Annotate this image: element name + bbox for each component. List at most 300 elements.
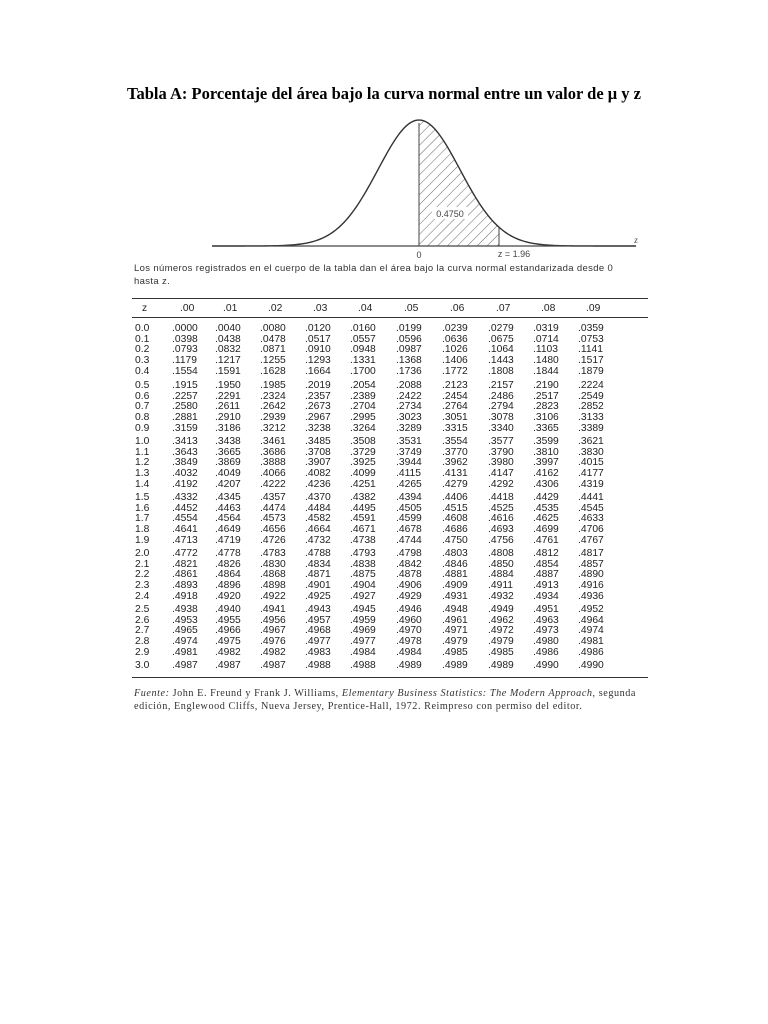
table-cell: .4982 bbox=[215, 646, 241, 658]
table-cell: .0438 bbox=[215, 333, 241, 345]
header-col: .07 bbox=[496, 303, 511, 314]
table-cell: .3849 bbox=[172, 457, 198, 469]
table-cell: .4732 bbox=[305, 534, 331, 546]
table-cell: .4750 bbox=[442, 534, 468, 546]
table-cell: .4974 bbox=[578, 625, 604, 637]
table-cell: .2486 bbox=[488, 390, 514, 402]
table-cell: .4192 bbox=[172, 478, 198, 490]
source-book: Elementary Business Statistics: The Modern Approach bbox=[341, 688, 593, 699]
table-cell: .4463 bbox=[215, 502, 241, 514]
table-cell: .4932 bbox=[488, 590, 514, 602]
table-cell: .4582 bbox=[305, 513, 331, 525]
table-cell: .4099 bbox=[350, 468, 376, 480]
table-cell: .4564 bbox=[215, 513, 241, 525]
header-z: z bbox=[142, 303, 148, 314]
table-cell: .4989 bbox=[396, 660, 422, 671]
table-cell: .4967 bbox=[260, 625, 286, 637]
table-cell: .1985 bbox=[260, 380, 286, 391]
table-cell: .0040 bbox=[215, 323, 241, 334]
table-cell: .1700 bbox=[350, 365, 376, 377]
table-cell: .1026 bbox=[442, 344, 468, 356]
table-cell: .4857 bbox=[578, 558, 604, 570]
row-z-value: 2.5 bbox=[135, 604, 150, 615]
table-cell: .3665 bbox=[215, 446, 241, 458]
table-header-rule bbox=[132, 317, 648, 318]
table-cell: .4554 bbox=[172, 513, 198, 525]
table-cell: .4484 bbox=[305, 502, 331, 514]
table-cell: .4292 bbox=[488, 478, 514, 490]
table-cell: .4756 bbox=[488, 534, 514, 546]
table-cell: .4911 bbox=[488, 580, 514, 592]
table-cell: .4934 bbox=[533, 590, 559, 602]
table-cell: .4966 bbox=[215, 625, 241, 637]
header-col: .01 bbox=[223, 303, 238, 314]
table-cell: .0478 bbox=[260, 333, 286, 345]
table-cell: .2939 bbox=[260, 412, 286, 424]
table-cell: .3770 bbox=[442, 446, 468, 458]
table-cell: .4953 bbox=[172, 614, 198, 626]
table-cell: .4975 bbox=[215, 636, 241, 648]
table-cell: .4893 bbox=[172, 580, 198, 592]
table-cell: .0000 bbox=[172, 323, 198, 334]
table-cell: .4738 bbox=[350, 534, 376, 546]
table-cell: .4394 bbox=[396, 492, 422, 503]
table-cell: .4957 bbox=[305, 614, 331, 626]
table-cell: .4686 bbox=[442, 524, 468, 536]
table-cell: .4798 bbox=[396, 548, 422, 559]
table-cell: .4925 bbox=[305, 590, 331, 602]
table-cell: .4761 bbox=[533, 534, 559, 546]
table-cell: .3531 bbox=[396, 436, 422, 447]
table-cell: .1217 bbox=[215, 355, 241, 367]
table-cell: .3749 bbox=[396, 446, 422, 458]
table-cell: .4973 bbox=[533, 625, 559, 637]
row-z-value: 1.7 bbox=[135, 513, 150, 525]
table-cell: .3599 bbox=[533, 436, 559, 447]
table-cell: .4927 bbox=[350, 590, 376, 602]
table-cell: .3708 bbox=[305, 446, 331, 458]
table-cell: .1406 bbox=[442, 355, 468, 367]
table-cell: .1879 bbox=[578, 365, 604, 377]
table-cell: .4962 bbox=[488, 614, 514, 626]
table-cell: .0793 bbox=[172, 344, 198, 356]
table-cell: .4979 bbox=[442, 636, 468, 648]
table-cell: .4922 bbox=[260, 590, 286, 602]
row-z-value: 0.9 bbox=[135, 422, 150, 434]
table-cell: .0199 bbox=[396, 323, 422, 334]
table-cell: .4875 bbox=[350, 569, 376, 581]
page-title: Tabla A: Porcentaje del área bajo la curva normal entre un valor de μ y z bbox=[127, 84, 641, 103]
table-cell: .4664 bbox=[305, 524, 331, 536]
table-cell: .3461 bbox=[260, 436, 286, 447]
table-cell: .1844 bbox=[533, 365, 559, 377]
table-cell: .4808 bbox=[488, 548, 514, 559]
table-cell: .3997 bbox=[533, 457, 559, 469]
table-cell: .4976 bbox=[260, 636, 286, 648]
table-cell: .4162 bbox=[533, 468, 559, 480]
table-cell: .2357 bbox=[305, 390, 331, 402]
table-cell: .4726 bbox=[260, 534, 286, 546]
table-cell: .4713 bbox=[172, 534, 198, 546]
axis-label: z bbox=[634, 235, 638, 245]
table-cell: .4861 bbox=[172, 569, 198, 581]
table-cell: .4803 bbox=[442, 548, 468, 559]
table-cell: .3944 bbox=[396, 457, 422, 469]
table-cell: .2995 bbox=[350, 412, 376, 424]
table-cell: .1103 bbox=[533, 344, 559, 356]
table-cell: .4918 bbox=[172, 590, 198, 602]
table-cell: .4971 bbox=[442, 625, 468, 637]
table-cell: .4834 bbox=[305, 558, 331, 570]
table-cell: .1628 bbox=[260, 365, 286, 377]
table-cell: .1368 bbox=[396, 355, 422, 367]
table-cell: .4963 bbox=[533, 614, 559, 626]
table-cell: .4370 bbox=[305, 492, 331, 503]
table-cell: .4066 bbox=[260, 468, 286, 480]
table-cell: .4306 bbox=[533, 478, 559, 490]
table-cell: .2019 bbox=[305, 380, 331, 391]
table-cell: .4573 bbox=[260, 513, 286, 525]
table-cell: .4946 bbox=[396, 604, 422, 615]
row-z-value: 2.1 bbox=[135, 558, 150, 570]
table-cell: .2704 bbox=[350, 401, 376, 413]
table-top-rule bbox=[132, 298, 648, 299]
table-cell: .3365 bbox=[533, 422, 559, 434]
table-cell: .4535 bbox=[533, 502, 559, 514]
table-cell: .0596 bbox=[396, 333, 422, 345]
table-cell: .4909 bbox=[442, 580, 468, 592]
table-cell: .3438 bbox=[215, 436, 241, 447]
table-cell: .0080 bbox=[260, 323, 286, 334]
table-cell: .3186 bbox=[215, 422, 241, 434]
table-cell: .4147 bbox=[488, 468, 514, 480]
source-authors: John E. Freund y Frank J. Williams, bbox=[169, 688, 342, 699]
table-cell: .1443 bbox=[488, 355, 514, 367]
table-cell: .4357 bbox=[260, 492, 286, 503]
table-cell: .4515 bbox=[442, 502, 468, 514]
table-cell: .4980 bbox=[533, 636, 559, 648]
header-col: .09 bbox=[586, 303, 601, 314]
table-cell: .4959 bbox=[350, 614, 376, 626]
table-cell: .4981 bbox=[578, 636, 604, 648]
table-cell: .3023 bbox=[396, 412, 422, 424]
table-cell: .1179 bbox=[172, 355, 198, 367]
table-cell: .4881 bbox=[442, 569, 468, 581]
table-cell: .4788 bbox=[305, 548, 331, 559]
source-prefix: Fuente: bbox=[134, 688, 170, 699]
table-cell: .3413 bbox=[172, 436, 198, 447]
table-cell: .1064 bbox=[488, 344, 514, 356]
table-cell: .4904 bbox=[350, 580, 376, 592]
table-cell: .1293 bbox=[305, 355, 331, 367]
table-cell: .2881 bbox=[172, 412, 198, 424]
table-cell: .4772 bbox=[172, 548, 198, 559]
table-cell: .0636 bbox=[442, 333, 468, 345]
table-cell: .3106 bbox=[533, 412, 559, 424]
table-cell: .4115 bbox=[396, 468, 422, 480]
row-z-value: 1.2 bbox=[135, 457, 150, 469]
table-cell: .4941 bbox=[260, 604, 286, 615]
table-cell: .4699 bbox=[533, 524, 559, 536]
table-cell: .4987 bbox=[260, 660, 286, 671]
table-cell: .4767 bbox=[578, 534, 604, 546]
table-cell: .4969 bbox=[350, 625, 376, 637]
table-cell: .4940 bbox=[215, 604, 241, 615]
table-cell: .4864 bbox=[215, 569, 241, 581]
table-cell: .2324 bbox=[260, 390, 286, 402]
table-cell: .4850 bbox=[488, 558, 514, 570]
table-cell: .4974 bbox=[172, 636, 198, 648]
row-z-value: 1.4 bbox=[135, 478, 150, 490]
row-z-value: 0.8 bbox=[135, 412, 150, 424]
table-cell: .1664 bbox=[305, 365, 331, 377]
table-cell: .4943 bbox=[305, 604, 331, 615]
table-cell: .4830 bbox=[260, 558, 286, 570]
table-cell: .0359 bbox=[578, 323, 604, 334]
table-cell: .4951 bbox=[533, 604, 559, 615]
table-cell: .4616 bbox=[488, 513, 514, 525]
row-z-value: 2.9 bbox=[135, 646, 150, 658]
table-cell: .4678 bbox=[396, 524, 422, 536]
table-cell: .4656 bbox=[260, 524, 286, 536]
row-z-value: 2.2 bbox=[135, 569, 150, 581]
table-cell: .3340 bbox=[488, 422, 514, 434]
table-cell: .4945 bbox=[350, 604, 376, 615]
table-cell: .4591 bbox=[350, 513, 376, 525]
table-cell: .4049 bbox=[215, 468, 241, 480]
table-cell: .4441 bbox=[578, 492, 604, 503]
table-cell: .3133 bbox=[578, 412, 604, 424]
table-cell: .2794 bbox=[488, 401, 514, 413]
table-cell: .4608 bbox=[442, 513, 468, 525]
zero-label: 0 bbox=[416, 250, 422, 260]
row-z-value: 2.6 bbox=[135, 614, 150, 626]
table-cell: .4931 bbox=[442, 590, 468, 602]
row-z-value: 0.4 bbox=[135, 365, 150, 377]
row-z-value: 1.3 bbox=[135, 468, 150, 480]
table-cell: .3238 bbox=[305, 422, 331, 434]
header-col: .00 bbox=[180, 303, 195, 314]
table-cell: .1141 bbox=[578, 344, 604, 356]
table-cell: .4898 bbox=[260, 580, 286, 592]
table-cell: .0160 bbox=[350, 323, 376, 334]
table-cell: .4495 bbox=[350, 502, 376, 514]
table-cell: .3686 bbox=[260, 446, 286, 458]
table-cell: .4986 bbox=[533, 646, 559, 658]
table-cell: .4979 bbox=[488, 636, 514, 648]
table-cell: .4265 bbox=[396, 478, 422, 490]
table-cell: .4965 bbox=[172, 625, 198, 637]
table-cell: .2967 bbox=[305, 412, 331, 424]
table-cell: .2291 bbox=[215, 390, 241, 402]
table-cell: .0279 bbox=[488, 323, 514, 334]
row-z-value: 2.0 bbox=[135, 548, 150, 559]
header-col: .05 bbox=[404, 303, 419, 314]
table-cell: .4382 bbox=[350, 492, 376, 503]
table-cell: .4525 bbox=[488, 502, 514, 514]
table-cell: .0398 bbox=[172, 333, 198, 345]
row-z-value: 2.3 bbox=[135, 580, 150, 592]
table-cell: .2123 bbox=[442, 380, 468, 391]
table-cell: .4719 bbox=[215, 534, 241, 546]
table-cell: .4985 bbox=[488, 646, 514, 658]
table-cell: .2673 bbox=[305, 401, 331, 413]
row-z-value: 3.0 bbox=[135, 660, 150, 671]
table-cell: .3051 bbox=[442, 412, 468, 424]
area-label: 0.4750 bbox=[436, 209, 464, 219]
table-cell: .4988 bbox=[305, 660, 331, 671]
table-cell: .3289 bbox=[396, 422, 422, 434]
table-cell: .3264 bbox=[350, 422, 376, 434]
table-cell: .4887 bbox=[533, 569, 559, 581]
table-cell: .3962 bbox=[442, 457, 468, 469]
table-cell: .2852 bbox=[578, 401, 604, 413]
header-col: .02 bbox=[268, 303, 283, 314]
table-cell: .0557 bbox=[350, 333, 376, 345]
table-cell: .4418 bbox=[488, 492, 514, 503]
table-cell: .4599 bbox=[396, 513, 422, 525]
table-cell: .0832 bbox=[215, 344, 241, 356]
table-cell: .2190 bbox=[533, 380, 559, 391]
table-cell: .4452 bbox=[172, 502, 198, 514]
row-z-value: 1.8 bbox=[135, 524, 150, 536]
table-cell: .3159 bbox=[172, 422, 198, 434]
table-cell: .4015 bbox=[578, 457, 604, 469]
table-cell: .4207 bbox=[215, 478, 241, 490]
table-cell: .4987 bbox=[172, 660, 198, 671]
table-cell: .2549 bbox=[578, 390, 604, 402]
table-cell: .4970 bbox=[396, 625, 422, 637]
table-cell: .4641 bbox=[172, 524, 198, 536]
table-cell: .4906 bbox=[396, 580, 422, 592]
table-cell: .3869 bbox=[215, 457, 241, 469]
table-cell: .2224 bbox=[578, 380, 604, 391]
table-cell: .1736 bbox=[396, 365, 422, 377]
table-cell: .4901 bbox=[305, 580, 331, 592]
header-col: .04 bbox=[358, 303, 373, 314]
row-z-value: 2.8 bbox=[135, 636, 150, 648]
table-cell: .1255 bbox=[260, 355, 286, 367]
table-cell: .3643 bbox=[172, 446, 198, 458]
table-cell: .4948 bbox=[442, 604, 468, 615]
table-cell: .4693 bbox=[488, 524, 514, 536]
table-cell: .4990 bbox=[533, 660, 559, 671]
table-cell: .3790 bbox=[488, 446, 514, 458]
table-cell: .4972 bbox=[488, 625, 514, 637]
table-cell: .4961 bbox=[442, 614, 468, 626]
table-cell: .4890 bbox=[578, 569, 604, 581]
table-cell: .4984 bbox=[350, 646, 376, 658]
table-cell: .4706 bbox=[578, 524, 604, 536]
table-cell: .4871 bbox=[305, 569, 331, 581]
table-cell: .3925 bbox=[350, 457, 376, 469]
table-cell: .2910 bbox=[215, 412, 241, 424]
row-z-value: 1.1 bbox=[135, 446, 150, 458]
row-z-value: 0.0 bbox=[135, 323, 150, 334]
table-cell: .4983 bbox=[305, 646, 331, 658]
table-cell: .4406 bbox=[442, 492, 468, 503]
table-cell: .4878 bbox=[396, 569, 422, 581]
table-cell: .4783 bbox=[260, 548, 286, 559]
table-cell: .4131 bbox=[442, 468, 468, 480]
table-cell: .4977 bbox=[350, 636, 376, 648]
table-cell: .3078 bbox=[488, 412, 514, 424]
table-cell: .4236 bbox=[305, 478, 331, 490]
table-cell: .4868 bbox=[260, 569, 286, 581]
table-cell: .1517 bbox=[578, 355, 604, 367]
table-cell: .0675 bbox=[488, 333, 514, 345]
table-cell: .3315 bbox=[442, 422, 468, 434]
table-cell: .4884 bbox=[488, 569, 514, 581]
header-col: .08 bbox=[541, 303, 556, 314]
table-cell: .4949 bbox=[488, 604, 514, 615]
row-z-value: 0.6 bbox=[135, 390, 150, 402]
z-value-label: z = 1.96 bbox=[497, 249, 531, 259]
table-cell: .0910 bbox=[305, 344, 331, 356]
table-cell: .4474 bbox=[260, 502, 286, 514]
table-cell: .4332 bbox=[172, 492, 198, 503]
table-cell: .0120 bbox=[305, 323, 331, 334]
table-bottom-rule bbox=[132, 677, 648, 678]
table-cell: .4896 bbox=[215, 580, 241, 592]
table-cell: .4952 bbox=[578, 604, 604, 615]
table-cell: .3508 bbox=[350, 436, 376, 447]
table-cell: .3980 bbox=[488, 457, 514, 469]
table-cell: .4625 bbox=[533, 513, 559, 525]
table-cell: .1950 bbox=[215, 380, 241, 391]
table-cell: .4989 bbox=[442, 660, 468, 671]
table-cell: .4920 bbox=[215, 590, 241, 602]
table-cell: .2764 bbox=[442, 401, 468, 413]
table-cell: .2580 bbox=[172, 401, 198, 413]
table-cell: .1915 bbox=[172, 380, 198, 391]
table-cell: .4913 bbox=[533, 580, 559, 592]
table-cell: .4793 bbox=[350, 548, 376, 559]
table-description: Los números registrados en el cuerpo de la tabla dan el área bajo la curva normal estandarizada desde 0 hasta z. bbox=[134, 263, 614, 287]
table-cell: .4842 bbox=[396, 558, 422, 570]
table-cell: .4429 bbox=[533, 492, 559, 503]
table-cell: .2157 bbox=[488, 380, 514, 391]
table-cell: .0987 bbox=[396, 344, 422, 356]
table-cell: .4986 bbox=[578, 646, 604, 658]
table-cell: .4936 bbox=[578, 590, 604, 602]
table-cell: .1331 bbox=[350, 355, 376, 367]
table-cell: .2823 bbox=[533, 401, 559, 413]
table-cell: .0871 bbox=[260, 344, 286, 356]
row-z-value: 0.2 bbox=[135, 344, 150, 356]
table-cell: .3830 bbox=[578, 446, 604, 458]
table-cell: .4826 bbox=[215, 558, 241, 570]
table-cell: .4817 bbox=[578, 548, 604, 559]
table-cell: .4812 bbox=[533, 548, 559, 559]
table-cell: .4960 bbox=[396, 614, 422, 626]
table-cell: .3621 bbox=[578, 436, 604, 447]
table-cell: .3485 bbox=[305, 436, 331, 447]
table-cell: .4982 bbox=[260, 646, 286, 658]
table-cell: .4989 bbox=[488, 660, 514, 671]
table-cell: .3907 bbox=[305, 457, 331, 469]
table-cell: .2088 bbox=[396, 380, 422, 391]
table-cell: .4032 bbox=[172, 468, 198, 480]
table-cell: .4082 bbox=[305, 468, 331, 480]
table-cell: .2054 bbox=[350, 380, 376, 391]
row-z-value: 0.7 bbox=[135, 401, 150, 413]
row-z-value: 2.7 bbox=[135, 625, 150, 637]
table-cell: .2734 bbox=[396, 401, 422, 413]
source-note bbox=[134, 688, 654, 713]
table-cell: .0517 bbox=[305, 333, 331, 345]
table-cell: .4838 bbox=[350, 558, 376, 570]
